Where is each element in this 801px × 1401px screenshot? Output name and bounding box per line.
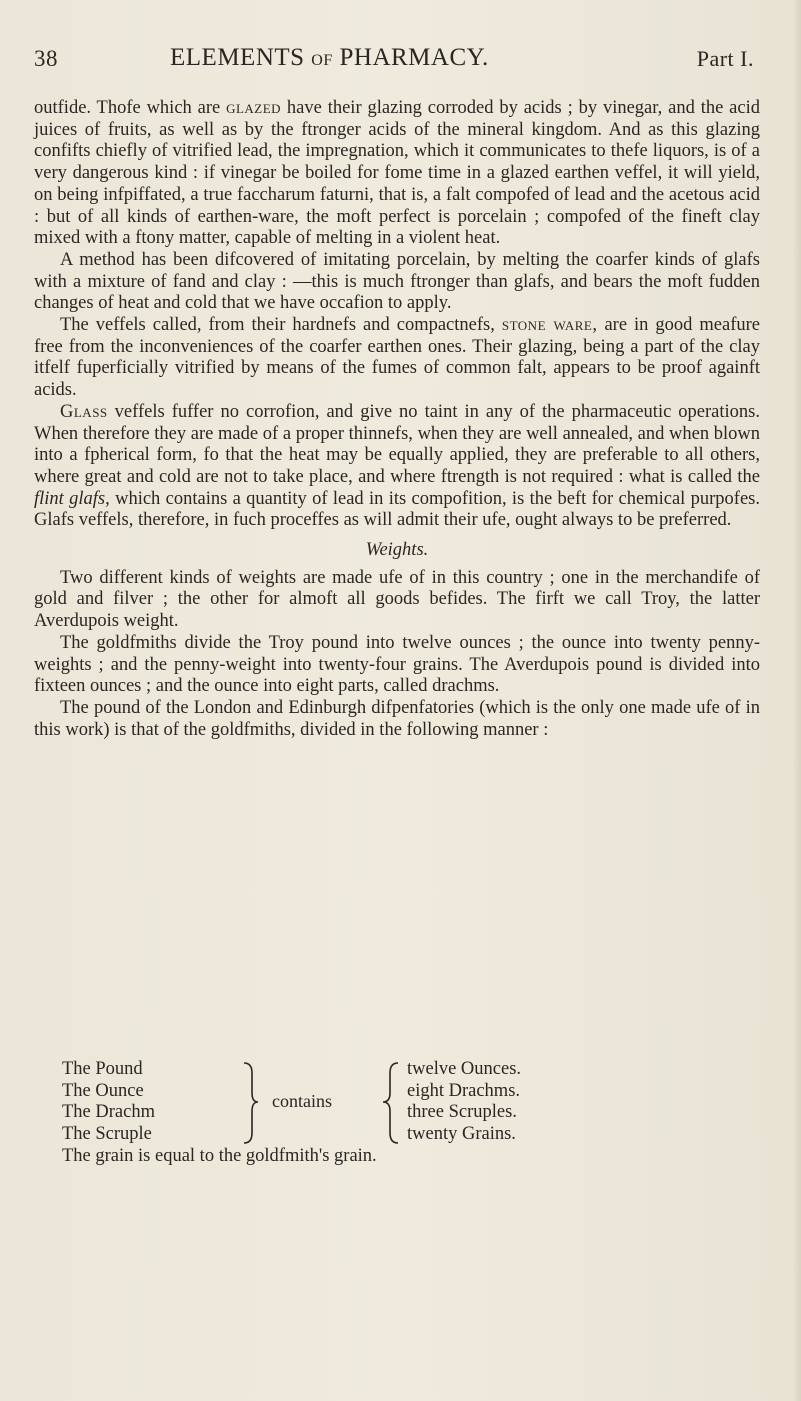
unit-scruple: The Scruple — [62, 1124, 152, 1145]
title-of: OF — [311, 52, 333, 69]
paragraph-pound-dispensatories: The pound of the London and Edinburgh difpenfatories (which is the only one made ufe of in this work) is that of the goldfmiths, divided in the following manner : — [34, 697, 760, 740]
paragraph-weights-kinds: Two different kinds of weights are made ufe of in this country ; one in the merchandife of gold and filver ; the other for almoft all goods befides. The firft we call Troy, the latter Averdupois weight. — [34, 567, 760, 632]
table-units — [62, 1059, 212, 1146]
paragraph-porcelain: A method has been difcovered of imitating porcelain, by melting the coarfer kinds of glafs with a mixture of fand and clay : —this is much ftronger than glafs, and bears the moft fudden changes of heat and cold that we have occafion to apply. — [34, 249, 760, 314]
unit-pound: The Pound — [62, 1059, 143, 1079]
paragraph-glass: Glass veffels fuffer no corrofion, and give no taint in any of the pharmaceutic operations. When therefore they are made of a proper thinnefs, when they are well annealed, and when blown into a fpherical form, fo that the heat may be equally applied, they are preferable to all others, where great and cold are not to take place, and where ftrength is not required : what is called the flint glafs, which contains a quantity of lead in its compofition, is the beft for chemical purpofes. Glafs veffels, therefore, in fuch proceffes as will admit their ufe, ought always to be preferred. — [34, 401, 760, 531]
value-three-scruples: three Scruples. — [407, 1102, 517, 1123]
running-header — [30, 38, 760, 78]
left-brace-right — [380, 1059, 402, 1146]
unit-ounce: The Ounce — [62, 1080, 144, 1101]
body-text — [34, 98, 760, 741]
part-label: Part I. — [696, 46, 754, 71]
table-values — [407, 1059, 707, 1146]
title-pharmacy: PHARMACY. — [339, 44, 489, 71]
section-heading-weights: Weights. — [365, 540, 429, 561]
paragraph-stone-ware: The veffels called, from their hardnefs and compactnefs, stone ware, are in good meafure free from the inconveniences of the coarfer earthen ones. Their glazing, being a part of the clay itfelf fuperficially vitrified by means of the fumes of common falt, appears to be proof againft acids. — [34, 315, 760, 401]
paragraph-troy-division: The goldfmiths divide the Troy pound into twelve ounces ; the ounce into twenty penny-weights ; and the penny-weight into twenty-four grains. The Averdupois pound is divided into fixteen ounces ; and the ounce into eight parts, called drachms. — [34, 632, 760, 697]
weights-table — [62, 1059, 742, 1169]
unit-drachm: The Drachm — [62, 1102, 155, 1123]
value-eight-drachms: eight Drachms. — [407, 1080, 521, 1101]
value-twenty-grains: twenty Grains. — [407, 1124, 516, 1145]
contains-label: contains — [272, 1091, 332, 1111]
page-number: 38 — [34, 46, 58, 71]
running-title — [170, 44, 489, 72]
right-brace-left — [242, 1059, 260, 1146]
page-edge — [791, 0, 801, 1401]
paragraph-glazed: outfide. Thofe which are glazed have their glazing corroded by acids ; by vinegar, and the acid juices of fruits, as well as by the ftronger acids of the mineral kingdom. And as this glazing confifts chiefly of vitrified lead, the impregnation, which it communicates to thefe liquors, is of a very dangerous kind : if vinegar be boiled for fome time in a glazed earthen veffel, it will yield, on being infpiffated, a true faccharum faturni, that is, a falt compofed of lead and the acetous acid : but of all kinds of earthen-ware, the moft perfect is porcelain ; compofed of the fineft clay mixed with a ftony matter, capable of melting in a violent heat. — [34, 98, 760, 249]
value-twelve-ounces: twelve Ounces. — [407, 1059, 522, 1079]
title-elements: ELEMENTS — [170, 44, 305, 71]
grain-note: The grain is equal to the goldfmith's grain. — [62, 1146, 377, 1166]
